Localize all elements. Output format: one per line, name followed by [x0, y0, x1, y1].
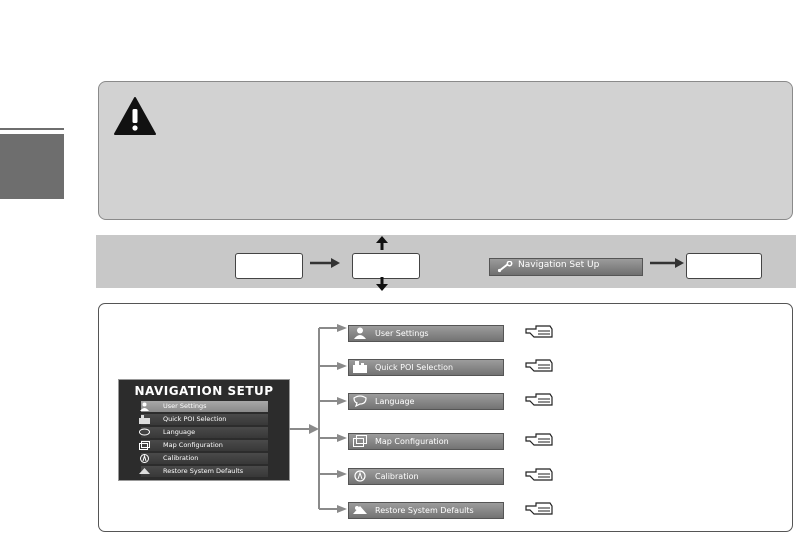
- page-reference-icon: [524, 502, 554, 516]
- hardware-button-1: [235, 253, 303, 279]
- screen-item-language: [141, 427, 268, 438]
- warning-icon: [113, 96, 157, 136]
- chapter-tab: [0, 134, 64, 199]
- user-icon: [139, 402, 150, 411]
- warning-box: [98, 81, 793, 220]
- user-icon: [353, 327, 367, 339]
- navigation-setup-bar: [489, 258, 643, 276]
- menu-item-label: Map Configuration: [375, 437, 449, 446]
- navigation-setup-screen: [118, 379, 290, 481]
- screen-item-label: Quick POI Selection: [163, 415, 227, 423]
- menu-diagram: [98, 303, 793, 532]
- menu-item-label: User Settings: [375, 329, 429, 338]
- menu-item-label: Restore System Defaults: [375, 506, 474, 515]
- menu-item-user-settings: [348, 325, 504, 342]
- hardware-button-3: [686, 253, 762, 279]
- menu-item-quick-poi: [348, 359, 504, 376]
- page-reference-icon: [524, 468, 554, 482]
- wrench-icon: [497, 261, 513, 273]
- screen-item-user-settings: [141, 401, 268, 412]
- map-config-icon: [139, 441, 150, 450]
- speech-bubble-icon: [139, 428, 150, 437]
- screen-item-label: Language: [163, 428, 196, 436]
- restore-icon: [353, 504, 367, 516]
- restore-icon: [139, 467, 150, 476]
- arrow-right-icon: [650, 257, 684, 269]
- hardware-button-2: [352, 253, 420, 279]
- screen-item-quick-poi: [141, 414, 268, 425]
- menu-item-label: Quick POI Selection: [375, 363, 454, 372]
- menu-item-language: [348, 393, 504, 410]
- calibration-icon: [139, 454, 150, 463]
- poi-icon: [353, 361, 367, 373]
- screen-item-label: Calibration: [163, 454, 199, 462]
- screen-item-label: Restore System Defaults: [163, 467, 244, 475]
- calibration-icon: [353, 470, 367, 482]
- procedure-band: [96, 235, 796, 288]
- arrow-down-icon: [376, 277, 388, 291]
- page-reference-icon: [524, 433, 554, 447]
- page-reference-icon: [524, 359, 554, 373]
- menu-item-calibration: [348, 468, 504, 485]
- screen-item-map-configuration: [141, 440, 268, 451]
- arrow-up-icon: [376, 236, 388, 250]
- menu-item-label: Calibration: [375, 472, 419, 481]
- navigation-setup-label: Navigation Set Up: [518, 260, 600, 270]
- screen-item-label: User Settings: [163, 402, 207, 410]
- screen-item-restore-defaults: [141, 466, 268, 477]
- page-reference-icon: [524, 393, 554, 407]
- map-config-icon: [353, 435, 367, 447]
- arrow-right-icon: [310, 257, 340, 269]
- menu-item-label: Language: [375, 397, 415, 406]
- menu-item-map-configuration: [348, 433, 504, 450]
- chapter-tab-line: [0, 128, 64, 130]
- connector-lines: [289, 324, 349, 514]
- speech-bubble-icon: [353, 395, 367, 407]
- screen-title: NAVIGATION SETUP: [134, 384, 274, 398]
- screen-item-label: Map Configuration: [163, 441, 223, 449]
- menu-item-restore-defaults: [348, 502, 504, 519]
- screen-item-calibration: [141, 453, 268, 464]
- page-reference-icon: [524, 325, 554, 339]
- poi-icon: [139, 415, 150, 424]
